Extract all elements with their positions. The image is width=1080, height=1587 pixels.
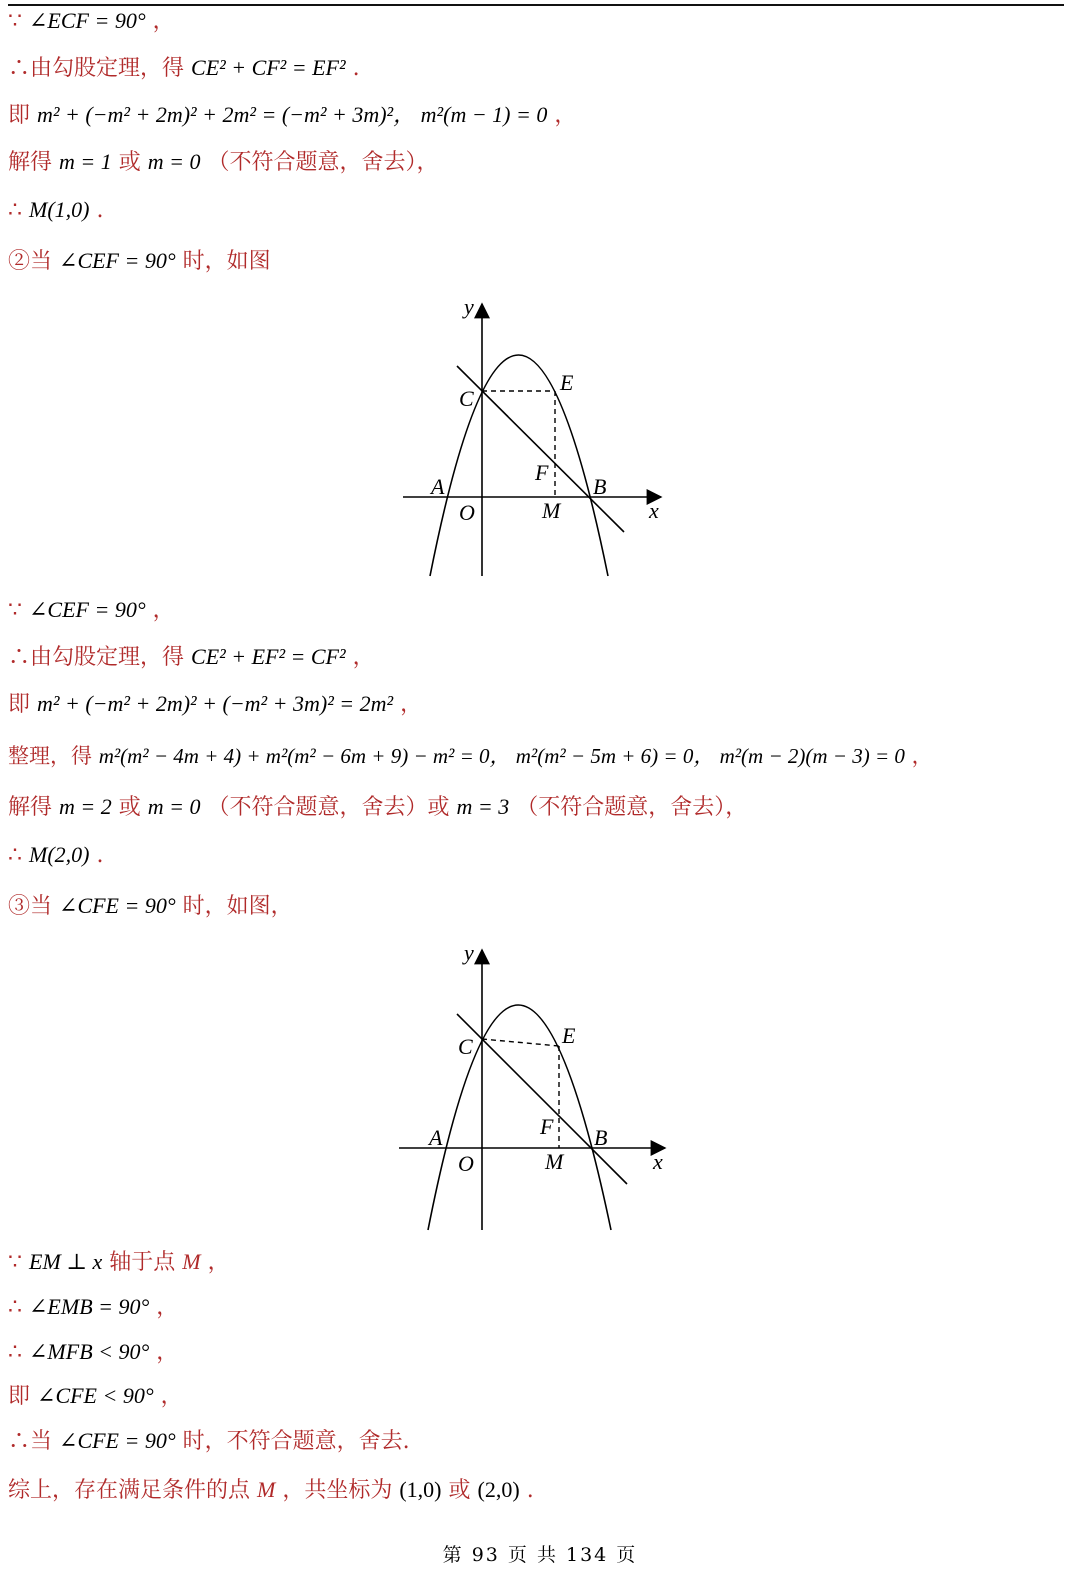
line-12-prefix: ③当 bbox=[8, 894, 53, 919]
solution-line-17 bbox=[8, 1426, 410, 1457]
label-y: y bbox=[464, 294, 474, 319]
line-18-prefix: 综上，存在满足条件的点 bbox=[8, 1478, 251, 1503]
line-18-suffix2: . bbox=[526, 1478, 534, 1503]
line-6-prefix: ∵ bbox=[8, 598, 22, 623]
label-y: y bbox=[464, 940, 474, 965]
line-2-prefix: 即 bbox=[8, 103, 31, 128]
line-18-suffix: ，共坐标为 bbox=[282, 1478, 393, 1503]
line-12-suffix: 时，如图， bbox=[182, 894, 293, 919]
line-18-math3: (2,0) bbox=[477, 1477, 520, 1502]
line-13-math: EM ⊥ x bbox=[29, 1249, 103, 1274]
label-o: O bbox=[459, 500, 475, 525]
solution-line-10 bbox=[8, 792, 747, 823]
solution-line-6 bbox=[8, 595, 175, 626]
line-0-math: ∠ECF = 90° bbox=[29, 8, 146, 33]
line-3-suffix: （不符合题意，舍去）， bbox=[207, 150, 439, 175]
label-c: C bbox=[459, 386, 474, 411]
line-3-math2: m = 0 bbox=[147, 149, 201, 174]
line-13-suffix2: ， bbox=[207, 1250, 230, 1275]
line-13-suffix: 轴于点 bbox=[109, 1250, 176, 1275]
line-1-suffix: . bbox=[352, 56, 360, 81]
line-8-math: m² + (−m² + 2m)² + (−m² + 3m)² = 2m² bbox=[37, 691, 394, 716]
line-17-prefix: ∴当 bbox=[8, 1429, 53, 1454]
line-2-suffix: ， bbox=[554, 103, 577, 128]
line-10-mid: 或 bbox=[118, 795, 141, 820]
line-14-suffix: ， bbox=[156, 1295, 179, 1320]
line-0-suffix: ， bbox=[152, 9, 175, 34]
line-8-prefix: 即 bbox=[8, 692, 31, 717]
figure-case-3 bbox=[395, 940, 675, 1235]
line-5-math: ∠CEF = 90° bbox=[59, 248, 176, 273]
line-11-suffix: . bbox=[96, 843, 104, 868]
solution-line-14 bbox=[8, 1292, 178, 1323]
label-x: x bbox=[653, 1149, 663, 1174]
line-6-math: ∠CEF = 90° bbox=[29, 597, 146, 622]
solution-line-3 bbox=[8, 147, 439, 178]
line-7-math: CE² + EF² = CF² bbox=[191, 644, 346, 669]
line-7-suffix: ， bbox=[352, 645, 375, 670]
line-18-math: M bbox=[257, 1477, 276, 1502]
line-5-prefix: ②当 bbox=[8, 249, 53, 274]
solution-line-8 bbox=[8, 689, 422, 720]
line-4-prefix: ∴ bbox=[8, 198, 22, 223]
line-18-mid2: 或 bbox=[448, 1478, 471, 1503]
line-14-prefix: ∴ bbox=[8, 1295, 22, 1320]
label-m: M bbox=[545, 1149, 564, 1174]
line-16-prefix: 即 bbox=[8, 1384, 31, 1409]
solution-line-2 bbox=[8, 100, 576, 131]
line-4-math: M(1,0) bbox=[29, 197, 90, 222]
solution-line-5 bbox=[8, 246, 271, 277]
line-7-prefix: ∴由勾股定理，得 bbox=[8, 645, 185, 670]
label-f: F bbox=[540, 1114, 554, 1139]
label-f: F bbox=[535, 460, 549, 485]
dashed-ce bbox=[482, 1039, 559, 1046]
line-3-mid: 或 bbox=[118, 150, 141, 175]
line-1-prefix: ∴由勾股定理，得 bbox=[8, 56, 185, 81]
line-16-suffix: ， bbox=[160, 1384, 183, 1409]
line-13-prefix: ∵ bbox=[8, 1250, 22, 1275]
solution-line-1 bbox=[8, 53, 360, 84]
figure-case-2 bbox=[395, 292, 675, 582]
line-11-math: M(2,0) bbox=[29, 842, 90, 867]
line-15-suffix: ， bbox=[156, 1340, 179, 1365]
line-18-math2: (1,0) bbox=[399, 1477, 442, 1502]
line-8-suffix: ， bbox=[400, 692, 423, 717]
line-6-suffix: ， bbox=[152, 598, 175, 623]
line-9-prefix: 整理，得 bbox=[8, 744, 92, 768]
solution-line-11 bbox=[8, 840, 103, 871]
solution-line-7 bbox=[8, 642, 375, 673]
solution-line-12 bbox=[8, 891, 293, 922]
line-11-prefix: ∴ bbox=[8, 843, 22, 868]
line-9-math: m²(m² − 4m + 4) + m²(m² − 6m + 9) − m² = 0， m²(m² − 5m + 6) = 0， m²(m − 2)(m − 3) = 0 bbox=[98, 744, 905, 768]
line-13-math2: M bbox=[182, 1249, 201, 1274]
solution-line-13 bbox=[8, 1247, 230, 1278]
line-2-math: m² + (−m² + 2m)² + 2m² = (−m² + 3m)²， m²(m − 1) = 0 bbox=[37, 102, 548, 127]
solution-line-18 bbox=[8, 1475, 534, 1506]
line-5-suffix: 时，如图 bbox=[182, 249, 271, 274]
line-10-suffix: （不符合题意，舍去）或 bbox=[207, 795, 450, 820]
label-c: C bbox=[458, 1034, 473, 1059]
line-1-math: CE² + CF² = EF² bbox=[191, 55, 346, 80]
label-e: E bbox=[560, 370, 574, 395]
line-3-prefix: 解得 bbox=[8, 150, 53, 175]
line-10-math: m = 2 bbox=[59, 794, 112, 819]
solution-line-4 bbox=[8, 195, 103, 226]
solution-line-0 bbox=[8, 6, 175, 37]
label-e: E bbox=[562, 1023, 576, 1048]
line-10-math2: m = 0 bbox=[147, 794, 201, 819]
line-0-prefix: ∵ bbox=[8, 9, 22, 34]
label-a: A bbox=[429, 1125, 443, 1150]
line-15-prefix: ∴ bbox=[8, 1340, 22, 1365]
label-b: B bbox=[593, 474, 607, 499]
label-a: A bbox=[431, 474, 445, 499]
solution-line-15 bbox=[8, 1337, 178, 1368]
page-footer: 第 93 页 共 134 页 bbox=[442, 1544, 638, 1566]
line-4-suffix: . bbox=[96, 198, 104, 223]
line-16-math: ∠CFE < 90° bbox=[37, 1383, 154, 1408]
line-17-suffix: 时，不符合题意，舍去. bbox=[182, 1429, 410, 1454]
solution-line-16 bbox=[8, 1381, 183, 1412]
line-14-math: ∠EMB = 90° bbox=[29, 1294, 150, 1319]
label-m: M bbox=[542, 498, 561, 523]
parabola bbox=[430, 355, 608, 576]
parabola bbox=[428, 1005, 611, 1230]
label-b: B bbox=[594, 1125, 608, 1150]
line-10-prefix: 解得 bbox=[8, 795, 53, 820]
line-10-math3: m = 3 bbox=[456, 794, 510, 819]
line-3-math: m = 1 bbox=[59, 149, 112, 174]
solution-line-9 bbox=[8, 741, 933, 771]
line-10-suffix2: （不符合题意，舍去）， bbox=[516, 795, 748, 820]
line-9-suffix: ， bbox=[911, 744, 933, 768]
label-x: x bbox=[649, 498, 659, 523]
line-15-math: ∠MFB < 90° bbox=[29, 1339, 150, 1364]
label-o: O bbox=[458, 1151, 474, 1176]
line-12-math: ∠CFE = 90° bbox=[59, 893, 176, 918]
line-17-math: ∠CFE = 90° bbox=[59, 1428, 176, 1453]
